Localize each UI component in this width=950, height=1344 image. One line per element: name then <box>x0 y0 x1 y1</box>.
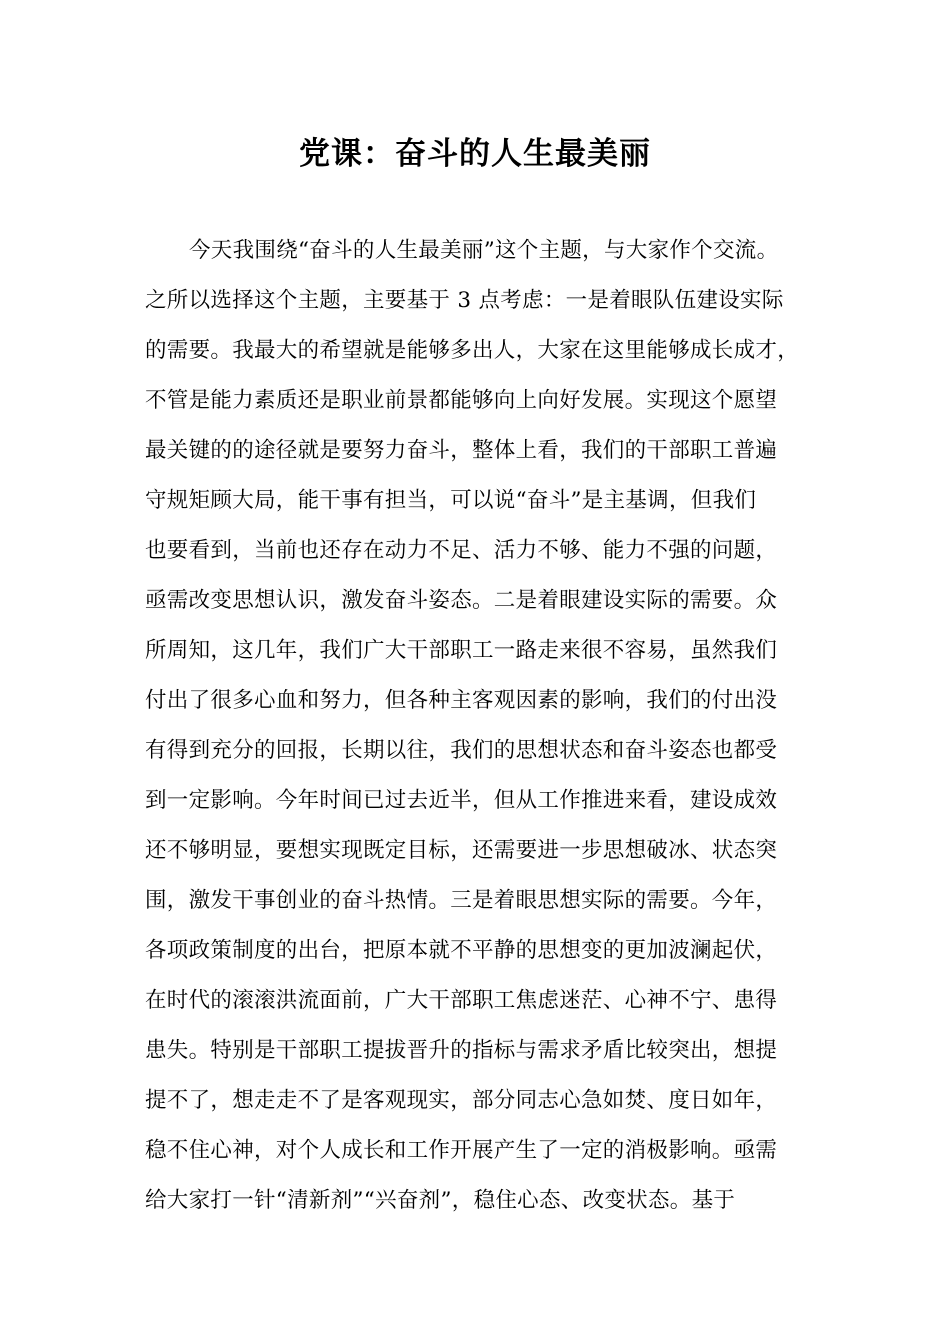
paragraph-line: 稳不住心神，对个人成长和工作开展产生了一定的消极影响。亟需 <box>145 1138 778 1163</box>
paragraph-line: 之所以选择这个主题，主要基于 3 点考虑：一是着眼队伍建设实际 <box>145 288 784 313</box>
paragraph-line: 患失。特别是干部职工提拔晋升的指标与需求矛盾比较突出，想提 <box>145 1038 778 1063</box>
document-body <box>145 226 825 1226</box>
paragraph-line: 围，激发干事创业的奋斗热情。三是着眼思想实际的需要。今年， <box>145 888 778 913</box>
paragraph-line: 最关键的的途径就是要努力奋斗，整体上看，我们的干部职工普遍 <box>145 438 778 463</box>
paragraph-line: 的需要。我最大的希望就是能够多出人，大家在这里能够成长成才， <box>145 338 800 363</box>
paragraph-line: 到一定影响。今年时间已过去近半，但从工作推进来看，建设成效 <box>145 788 778 813</box>
paragraph-line: 亟需改变思想认识，激发奋斗姿态。二是着眼建设实际的需要。众 <box>145 588 778 613</box>
paragraph-line: 还不够明显，要想实现既定目标，还需要进一步思想破冰、状态突 <box>145 838 778 863</box>
paragraph-line: 提不了，想走走不了是客观现实，部分同志心急如焚、度日如年， <box>145 1088 778 1113</box>
paragraph-line: 不管是能力素质还是职业前景都能够向上向好发展。实现这个愿望 <box>145 388 778 413</box>
paragraph-line: 付出了很多心血和努力，但各种主客观因素的影响，我们的付出没 <box>145 688 778 713</box>
paragraph-line: 守规矩顾大局，能干事有担当，可以说“奋斗”是主基调，但我们 <box>145 488 757 513</box>
paragraph-line: 给大家打一针“清新剂”“兴奋剂”，稳住心态、改变状态。基于 <box>145 1188 736 1213</box>
paragraph-line: 所周知，这几年，我们广大干部职工一路走来很不容易，虽然我们 <box>145 638 778 663</box>
document-title: 党课：奋斗的人生最美丽 <box>299 136 651 172</box>
paragraph-line: 在时代的滚滚洪流面前，广大干部职工焦虑迷茫、心神不宁、患得 <box>145 988 778 1013</box>
paragraph-line: 今天我围绕“奋斗的人生最美丽”这个主题，与大家作个交流。 <box>189 238 779 263</box>
paragraph-line: 也要看到，当前也还存在动力不足、活力不够、能力不强的问题， <box>145 538 778 563</box>
paragraph-line: 有得到充分的回报，长期以往，我们的思想状态和奋斗姿态也都受 <box>145 738 778 763</box>
paragraph-line: 各项政策制度的出台，把原本就不平静的思想变的更加波澜起伏， <box>145 938 778 963</box>
